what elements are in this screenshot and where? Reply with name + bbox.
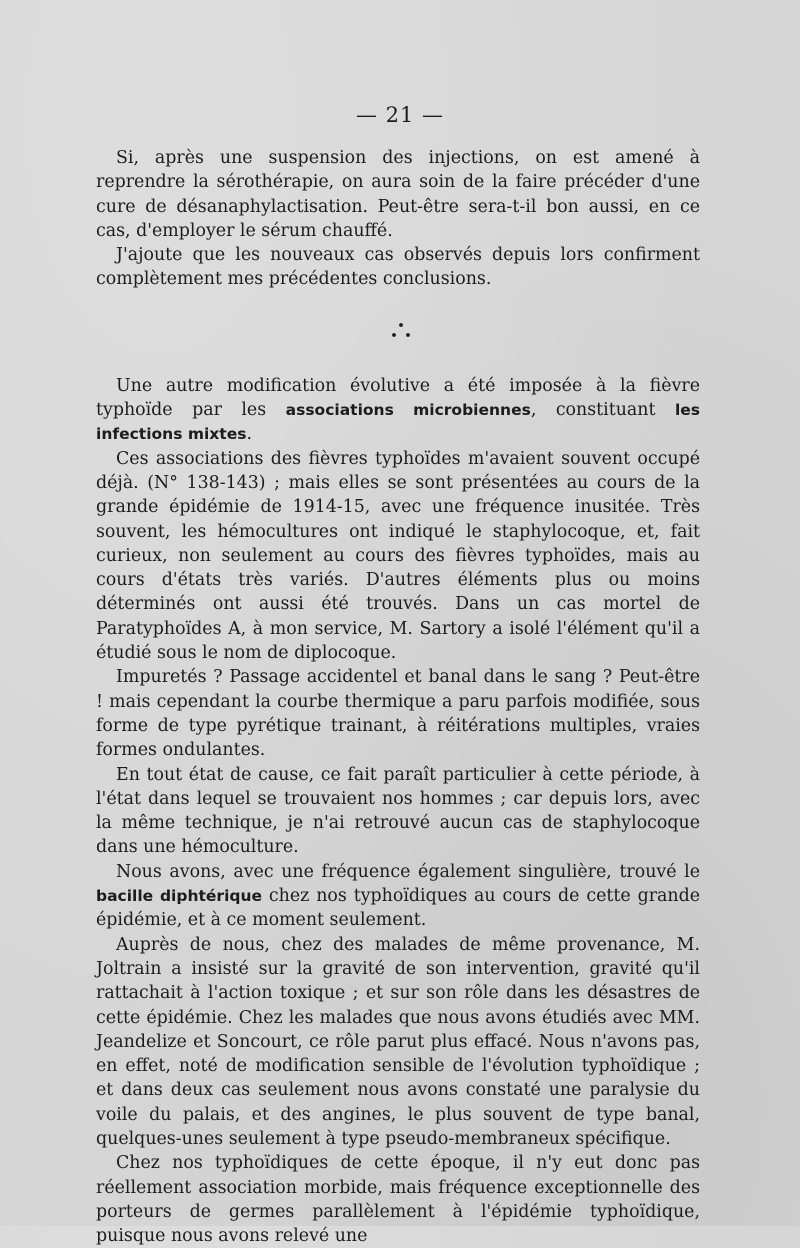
paragraph-text: Chez nos typhoïdiques de cette époque, il n'y eut donc pas réellement association morbide, mais fréquence exceptionnelle des porteurs de germes parallèlement à l'épidémie typhoïdique, puisque nous avons relevé une [96, 1153, 700, 1247]
section-separator [96, 292, 700, 374]
paragraph-text: , constituant [530, 400, 675, 421]
paragraph [96, 1151, 700, 1248]
paragraph [96, 860, 700, 933]
paragraph [96, 763, 700, 860]
paragraph [96, 447, 700, 666]
page-number: — 21 — [355, 103, 445, 127]
asterism-icon [386, 320, 416, 342]
paragraph-text: En tout état de cause, ce fait paraît particulier à cette période, à l'état dans lequel se trouvaient nos hommes ; car depuis lors, avec la même technique, je n'ai retrouvé aucun cas de staphylocoque dans une hémoculture. [96, 764, 700, 858]
body-text [96, 146, 700, 1248]
paragraph [96, 243, 700, 292]
paragraph [96, 374, 700, 447]
paragraph-text: Une autre modification évolutive a été imposée à la fièvre typhoïde par les [96, 375, 700, 421]
emphasized-text: les infections mixtes [96, 401, 700, 444]
paragraph-text: J'ajoute que les nouveaux cas observés depuis lors confirment complètement mes précédentes conclusions. [96, 245, 700, 290]
paragraph [96, 665, 700, 762]
paragraph-text: Nous avons, avec une fréquence également singulière, trouvé le [116, 861, 700, 882]
paragraph-text: Ces associations des fièvres typhoïdes m'avaient souvent occupé déjà. (N° 138-143) ; mais elles se sont présentées au cours de la grande épidémie de 1914-15, avec une fréquence inusitée. Très souvent, les hémocultures ont indiqué le staphylocoque, et, fait curieux, non seulement au cours des fièvres typhoïdes, mais au cours d'états très variés. D'autres éléments plus ou moins déterminés ont aussi été trouvés. Dans un cas mortel de Paratyphoïdes A, à mon service, M. Sartory a isolé l'élément qu'il a étudié sous le nom de diplocoque. [96, 448, 700, 664]
paragraph-text: Auprès de nous, chez des malades de même provenance, M. Joltrain a insisté sur la gravité de son intervention, gravité qu'il rattachait à l'action toxique ; et sur son rôle dans les désastres de cette épidémie. Chez les malades que nous avons étudiés avec MM. Jeandelize et Soncourt, ce rôle parut plus effacé. Nous n'avons pas, en effet, noté de modification sensible de l'évolution typhoïdique ; et dans deux cas seulement nous avons constaté une paralysie du voile du palais, et des angines, le plus souvent de type banal, quelques-unes seulement à type pseudo-membraneux spécifique. [96, 934, 700, 1149]
emphasized-text: associations microbiennes [285, 401, 531, 420]
paragraph-text: Impuretés ? Passage accidentel et banal dans le sang ? Peut-être ! mais cependant la courbe thermique a paru parfois modifiée, sous forme de type pyrétique trainant, à réitérations multiples, vraies formes ondulantes. [96, 667, 700, 761]
paragraph-text: Si, après une suspension des injections, on est amené à reprendre la sérothérapie, on aura soin de la faire précéder d'une cure de désanaphylactisation. Peut-être sera-t-il bon aussi, en ce cas, d'employer le sérum chauffé. [96, 148, 700, 241]
paragraph-text: chez nos typhoïdiques au cours de cette grande épidémie, et à ce moment seulement. [96, 886, 701, 931]
paragraph [96, 146, 700, 243]
emphasized-text: bacille diphtérique [96, 887, 263, 906]
paragraph [96, 933, 700, 1152]
paragraph-text: . [246, 424, 252, 445]
